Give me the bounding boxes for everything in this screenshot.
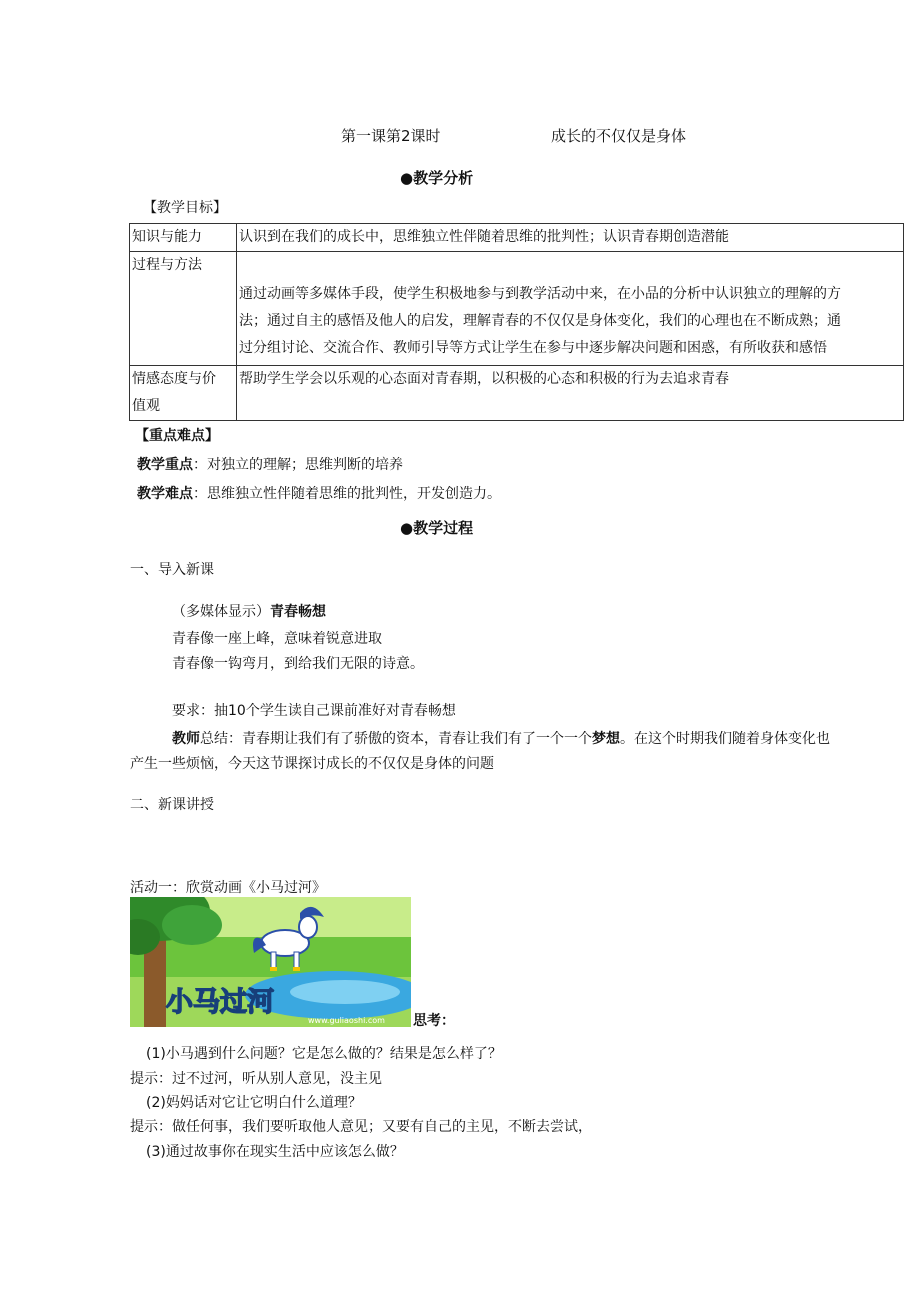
goal-label-emotion-line: 情感态度与价 (132, 371, 216, 387)
summary-emphasis: 梦想 (592, 731, 620, 747)
lesson-topic: 成长的不仅仅是身体 (551, 127, 687, 145)
lesson-number: 第一课第2课时 (341, 127, 441, 145)
table-row (130, 252, 904, 366)
goal-process-line: 法；通过自主的感悟及他人的启发，理解青春的不仅仅是身体变化，我们的心理也在不断成熟；通 (239, 313, 841, 329)
goal-label-process: 过程与方法 (130, 252, 237, 366)
part2-heading: 二、新课讲授 (130, 797, 214, 813)
teaching-focus-text: ：对独立的理解；思维判断的培养 (193, 457, 403, 473)
teaching-difficulty (137, 483, 501, 503)
poem-line: 青春像一钩弯月，到给我们无限的诗意。 (172, 656, 424, 672)
activity-heading: 活动一：欣赏动画《小马过河》 (130, 880, 326, 896)
image-title: 小马过河 (166, 987, 274, 1018)
summary-text: 总结：青春期让我们有了骄傲的资本，青春让我们有了一个一个 (200, 731, 592, 747)
summary-text: 。在这个时期我们随着身体变化也 (620, 731, 830, 747)
section-analysis-heading: ●教学分析 (400, 169, 474, 187)
hint-2: 提示：做任何事，我们要听取他人意见；又要有自己的主见，不断去尝试， (130, 1119, 592, 1135)
goal-label-knowledge: 知识与能力 (130, 224, 237, 252)
media-title: 青春畅想 (270, 604, 326, 620)
think-label: 思考： (413, 1013, 455, 1029)
poem-line: 青春像一座上峰，意味着锐意进取 (172, 631, 382, 647)
table-row (130, 366, 904, 421)
requirement-text: 要求：抽10个学生读自己课前准好对青春畅想 (172, 703, 456, 719)
goal-content-process (237, 252, 904, 366)
goal-label-emotion-line: 值观 (132, 398, 160, 414)
question-3: (3)通过故事你在现实生活中应该怎么做？ (146, 1144, 404, 1160)
hint-1: 提示：过不过河，听从别人意见，没主见 (130, 1071, 382, 1087)
teacher-label: 教师 (172, 731, 200, 747)
table-row (130, 224, 904, 252)
part1-heading: 一、导入新课 (130, 562, 214, 578)
teacher-summary-line2: 产生一些烦恼，今天这节课探讨成长的不仅仅是身体的问题 (130, 756, 494, 772)
goal-process-line: 通过动画等多媒体手段，使学生积极地参与到教学活动中来，在小品的分析中认识独立的理解的方 (239, 286, 841, 302)
goal-content-knowledge: 认识到在我们的成长中，思维独立性伴随着思维的批判性；认识青春期创造潜能 (237, 224, 904, 252)
pony-river-picture (130, 897, 411, 1027)
image-watermark: www.guliaoshi.com (308, 1016, 385, 1025)
cartoon-illustration (130, 897, 411, 1027)
goal-content-emotion: 帮助学生学会以乐观的心态面对青春期，以积极的心态和积极的行为去追求青春 (237, 366, 904, 421)
teaching-focus-label: 教学重点 (137, 457, 193, 473)
teaching-difficulty-text: ：思维独立性伴随着思维的批判性，开发创造力。 (193, 486, 501, 502)
media-prefix: （多媒体显示） (172, 604, 270, 620)
teaching-focus (137, 454, 403, 474)
goal-label-emotion (130, 366, 237, 421)
goals-table (129, 223, 904, 421)
section-process-heading: ●教学过程 (400, 519, 474, 537)
question-1: (1)小马遇到什么问题？它是怎么做的？结果是怎么样了？ (146, 1046, 502, 1062)
goal-process-line: 过分组讨论、交流合作、教师引导等方式让学生在参与中逐步解决问题和困惑，有所收获和感悟 (239, 340, 827, 356)
question-2: (2)妈妈话对它让它明白什么道理？ (146, 1095, 362, 1111)
goals-heading: 【教学目标】 (143, 200, 227, 216)
teaching-difficulty-label: 教学难点 (137, 486, 193, 502)
key-points-heading: 【重点难点】 (135, 428, 219, 444)
media-display (172, 601, 326, 621)
teacher-summary (172, 728, 830, 748)
